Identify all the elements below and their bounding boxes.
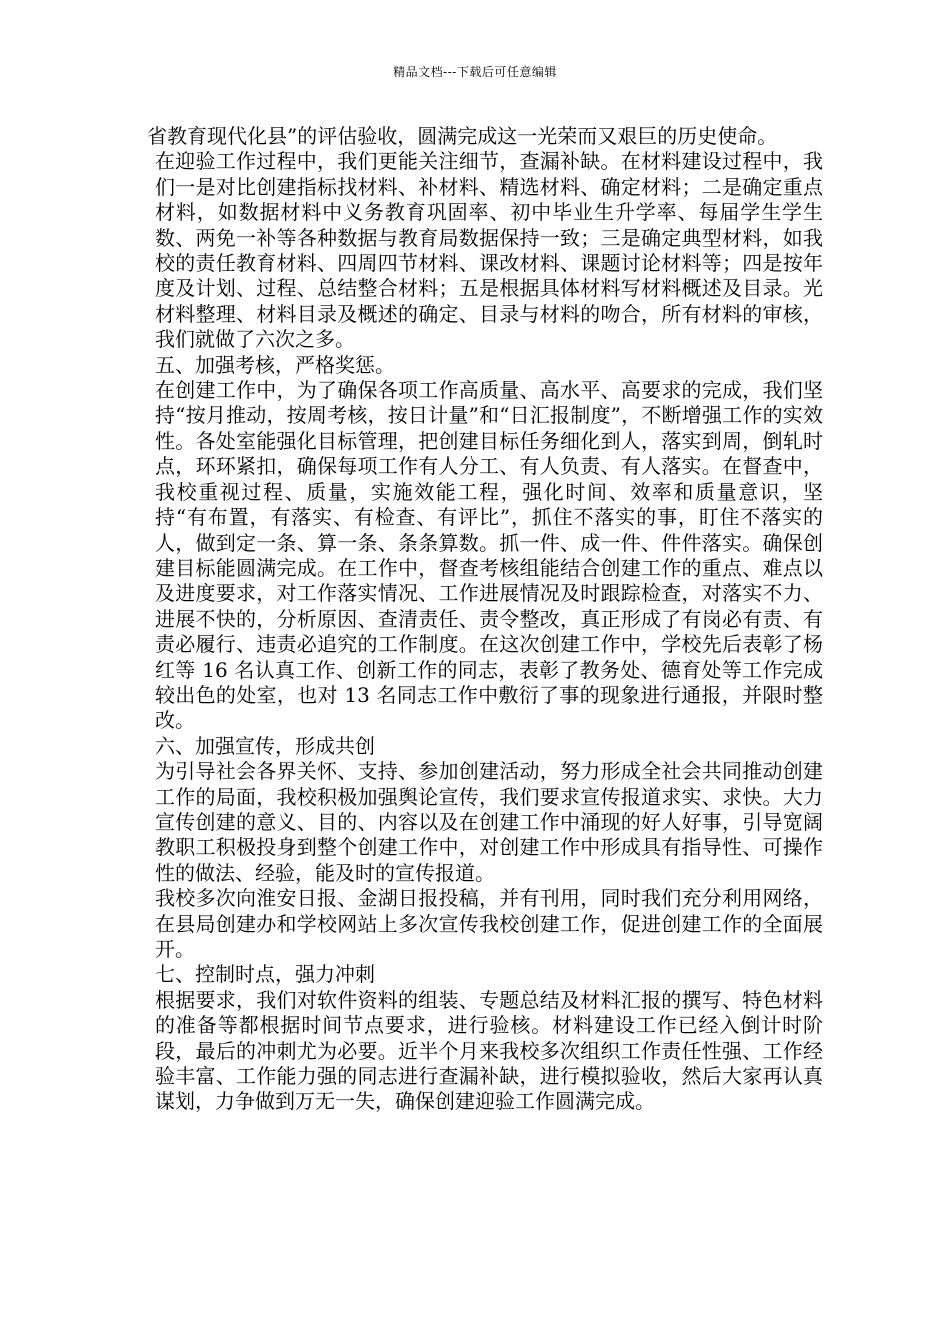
section-heading-7: 七、控制时点，强力冲刺: [155, 962, 375, 987]
paragraph-1: 省教育现代化县”的评估验收，圆满完成这一光荣而又艰巨的历史使命。: [147, 124, 778, 148]
paragraph-6: 根据要求，我们对软件资料的组装、专题总结及材料汇报的撰写、特色材料的准备等都根据时间节点要求，进行验核。材料建设工作已经入倒计时阶段，最后的冲刺尤为必要。近半个月来我校多次组织工作责任性强、工作经验丰富、工作能力强的同志进行查漏补缺，进行模拟验收，然后大家再认真谋划，力争做到万无一失，确保创建迎验工作圆满完成。: [155, 987, 823, 1114]
paragraph-4: 为引导社会各界关怀、支持、参加创建活动，努力形成全社会共同推动创建工作的局面，我校积极加强舆论宣传，我们要求宣传报道求实、求快。大力宣传创建的意义、目的、内容以及在创建工作中涌现的好人好事，引导宽阔教职工积极投身到整个创建工作中，对创建工作中形成具有指导性、可操作性的做法、经验，能及时的宣传报道。: [155, 759, 823, 885]
paragraph-3: 在创建工作中，为了确保各项工作高质量、高水平、高要求的完成，我们坚持“按月推动，按周考核，按日计量”和“日汇报制度”，不断增强工作的实效性。各处室能强化目标管理，把创建目标任务细化到人，落实到周，倒轧时点，环环紧扣，确保每项工作有人分工、有人负责、有人落实。在督查中，我校重视过程、质量，实施效能工程，强化时间、效率和质量意识，坚持“有布置，有落实、有检查、有评比”，抓住不落实的事，盯住不落实的人，做到定一条、算一条、条条算数。抓一件、成一件、件件落实。确保创建目标能圆满完成。在工作中，督查考核组能结合创建工作的重点、难点以及进度要求，对工作落实情况、工作进展情况及时跟踪检查，对落实不力、进展不快的，分析原因、查清责任、责令整改，真正形成了有岗必有责、有责必履行、违责必追究的工作制度。在这次创建工作中，学校先后表彰了杨红等 16 名认真工作、创新工作的同志，表彰了教务处、德育处等工作完成较出色的处室，也对 13 名同志工作中敷衍了事的现象进行通报，并限时整改。: [155, 378, 823, 733]
paragraph-2: 在迎验工作过程中，我们更能关注细节，查漏补缺。在材料建设过程中，我们一是对比创建指标找材料、补材料、精选材料、确定材料；二是确定重点材料，如数据材料中义务教育巩固率、初中毕业生升学率、每届学生学生数、两免一补等各种数据与教育局数据保持一致；三是确定典型材料，如我校的责任教育材料、四周四节材料、课改材料、课题讨论材料等；四是按年度及计划、过程、总结整合材料；五是根据具体材料写材料概述及目录。光材料整理、材料目录及概述的确定、目录与材料的吻合，所有材料的审核，我们就做了六次之多。: [155, 149, 823, 352]
page-header: 精品文档---下载后可任意编辑: [393, 65, 557, 79]
document-body: [147, 124, 823, 1115]
section-heading-6: 六、加强宣传，形成共创: [155, 733, 375, 758]
section-heading-5: 五、加强考核，严格奖惩。: [155, 352, 395, 377]
paragraph-5: 我校多次向淮安日报、金湖日报投稿，并有刊用，同时我们充分利用网络，在县局创建办和学校网站上多次宣传我校创建工作，促进创建工作的全面展开。: [155, 886, 823, 961]
